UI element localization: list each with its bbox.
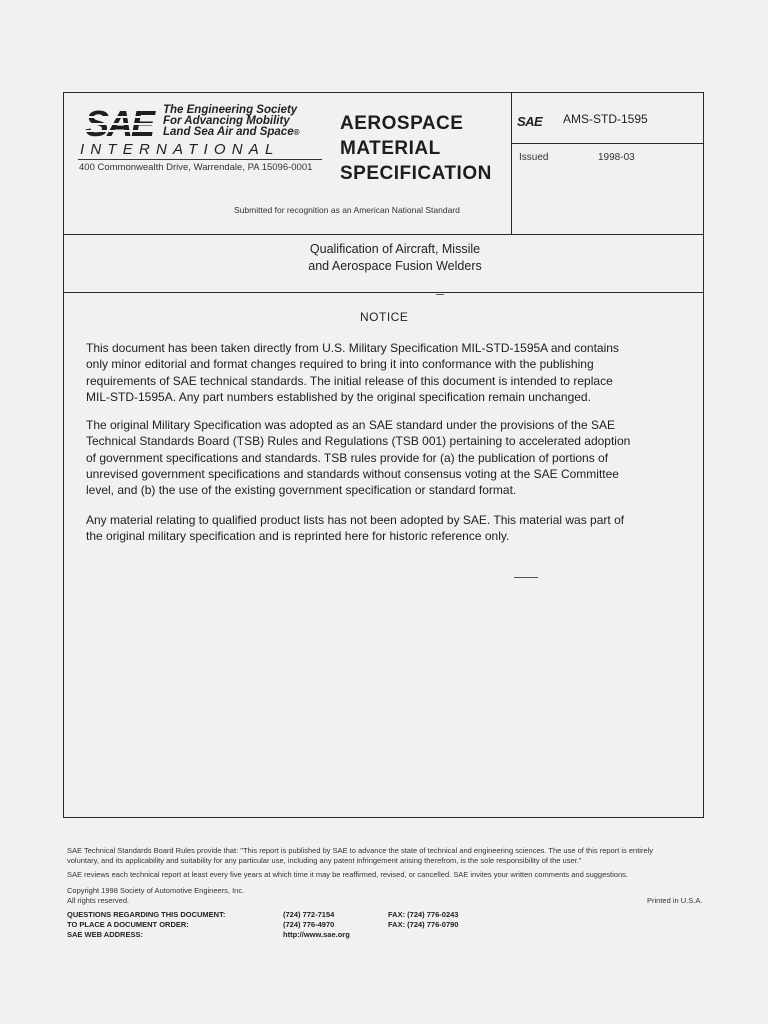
title-line-3: SPECIFICATION bbox=[340, 163, 492, 184]
paragraph-line: MIL-STD-1595A. Any part numbers established by the original specification remain unchanged. bbox=[86, 389, 591, 404]
header-divider bbox=[63, 234, 704, 235]
address: 400 Commonwealth Drive, Warrendale, PA 15096-0001 bbox=[79, 162, 313, 173]
document-number: AMS-STD-1595 bbox=[563, 112, 648, 126]
paragraph-2 bbox=[86, 417, 686, 498]
contact-fax: FAX: (724) 776-0243 bbox=[388, 910, 459, 919]
paragraph-line: The original Military Specification was adopted as an SAE standard under the provisions of the SAE bbox=[86, 418, 615, 432]
society-line: The Engineering Society bbox=[163, 104, 298, 116]
paragraph-1 bbox=[86, 340, 686, 405]
paragraph-line: level, and (b) the use of the existing government specification or standard format. bbox=[86, 483, 517, 498]
title-line-2: MATERIAL bbox=[340, 138, 441, 159]
paragraph-line: This document has been taken directly from U.S. Military Specification MIL-STD-1595A and contains bbox=[86, 341, 619, 355]
footer-text-line: voluntary, and its applicability and suitability for any particular use, including any patent infringement arising therefrom, is the sole responsibility of the user." bbox=[67, 856, 582, 865]
scan-mark bbox=[436, 294, 444, 295]
contact-label: TO PLACE A DOCUMENT ORDER: bbox=[67, 920, 189, 929]
issued-date: 1998-03 bbox=[598, 152, 635, 163]
sae-mark: SAE bbox=[517, 114, 543, 129]
docnum-divider bbox=[511, 143, 704, 144]
issued-label: Issued bbox=[519, 152, 549, 163]
review-notice: SAE reviews each technical report at least every five years at which time it may be reaffirmed, revised, or cancelled. SAE invites your written comments and suggestions. bbox=[67, 870, 628, 879]
subject-line: and Aerospace Fusion Welders bbox=[308, 259, 482, 273]
contact-fax: FAX: (724) 776-0790 bbox=[388, 920, 459, 929]
paragraph-line: Any material relating to qualified product lists has not been adopted by SAE. This material was part of bbox=[86, 513, 625, 527]
title-line-1: AEROSPACE bbox=[340, 113, 464, 134]
paragraph-line: only minor editorial and format changes required to bring it into conformance with the publishing bbox=[86, 357, 594, 372]
contact-label: QUESTIONS REGARDING THIS DOCUMENT: bbox=[67, 910, 226, 919]
paragraph-line: requirements of SAE technical standards. The initial release of this document is intended to replace bbox=[86, 373, 613, 388]
web-address-link[interactable]: http://www.sae.org bbox=[283, 930, 350, 939]
address-rule bbox=[78, 159, 322, 160]
contact-label: SAE WEB ADDRESS: bbox=[67, 930, 143, 939]
submitted-note: Submitted for recognition as an American National Standard bbox=[234, 205, 460, 215]
paragraph-3 bbox=[86, 512, 686, 545]
registered-mark: ® bbox=[293, 128, 300, 137]
international-label: INTERNATIONAL bbox=[80, 141, 280, 158]
society-tagline bbox=[163, 105, 300, 138]
subject-divider bbox=[63, 292, 704, 293]
paragraph-line: of government specifications and standards. TSB rules provide for (a) the publication of portions of bbox=[86, 450, 609, 465]
contact-phone: (724) 776-4970 bbox=[283, 920, 335, 929]
header-column-divider bbox=[511, 92, 512, 235]
paragraph-line: the original military specification and is reprinted here for historic reference only. bbox=[86, 529, 510, 544]
footer-text-line: SAE Technical Standards Board Rules provide that: "This report is published by SAE to advance the state of technical and engineering sciences. The use of this report is entirely bbox=[67, 846, 654, 855]
paragraph-line: unrevised government specifications and standards without consensus voting at the SAE Committee bbox=[86, 466, 619, 481]
society-line: Land Sea Air and Space® bbox=[163, 126, 300, 138]
footer-text-line: All rights reserved. bbox=[67, 896, 130, 905]
subject-line: Qualification of Aircraft, Missile bbox=[309, 242, 481, 256]
document-subject bbox=[230, 241, 560, 275]
copyright bbox=[67, 886, 244, 906]
notice-heading: NOTICE bbox=[360, 310, 409, 324]
tsb-notice bbox=[67, 846, 653, 866]
society-line: For Advancing Mobility bbox=[163, 115, 290, 127]
paragraph-line: Technical Standards Board (TSB) Rules and Regulations (TSB 001) pertaining to accelerated adoption bbox=[86, 434, 631, 449]
printed-in: Printed in U.S.A. bbox=[647, 896, 703, 905]
contact-phone: (724) 772-7154 bbox=[283, 910, 335, 919]
footer-text-line: Copyright 1998 Society of Automotive Engineers, Inc. bbox=[67, 886, 245, 895]
sae-logo bbox=[85, 106, 160, 140]
scan-mark bbox=[514, 577, 538, 578]
